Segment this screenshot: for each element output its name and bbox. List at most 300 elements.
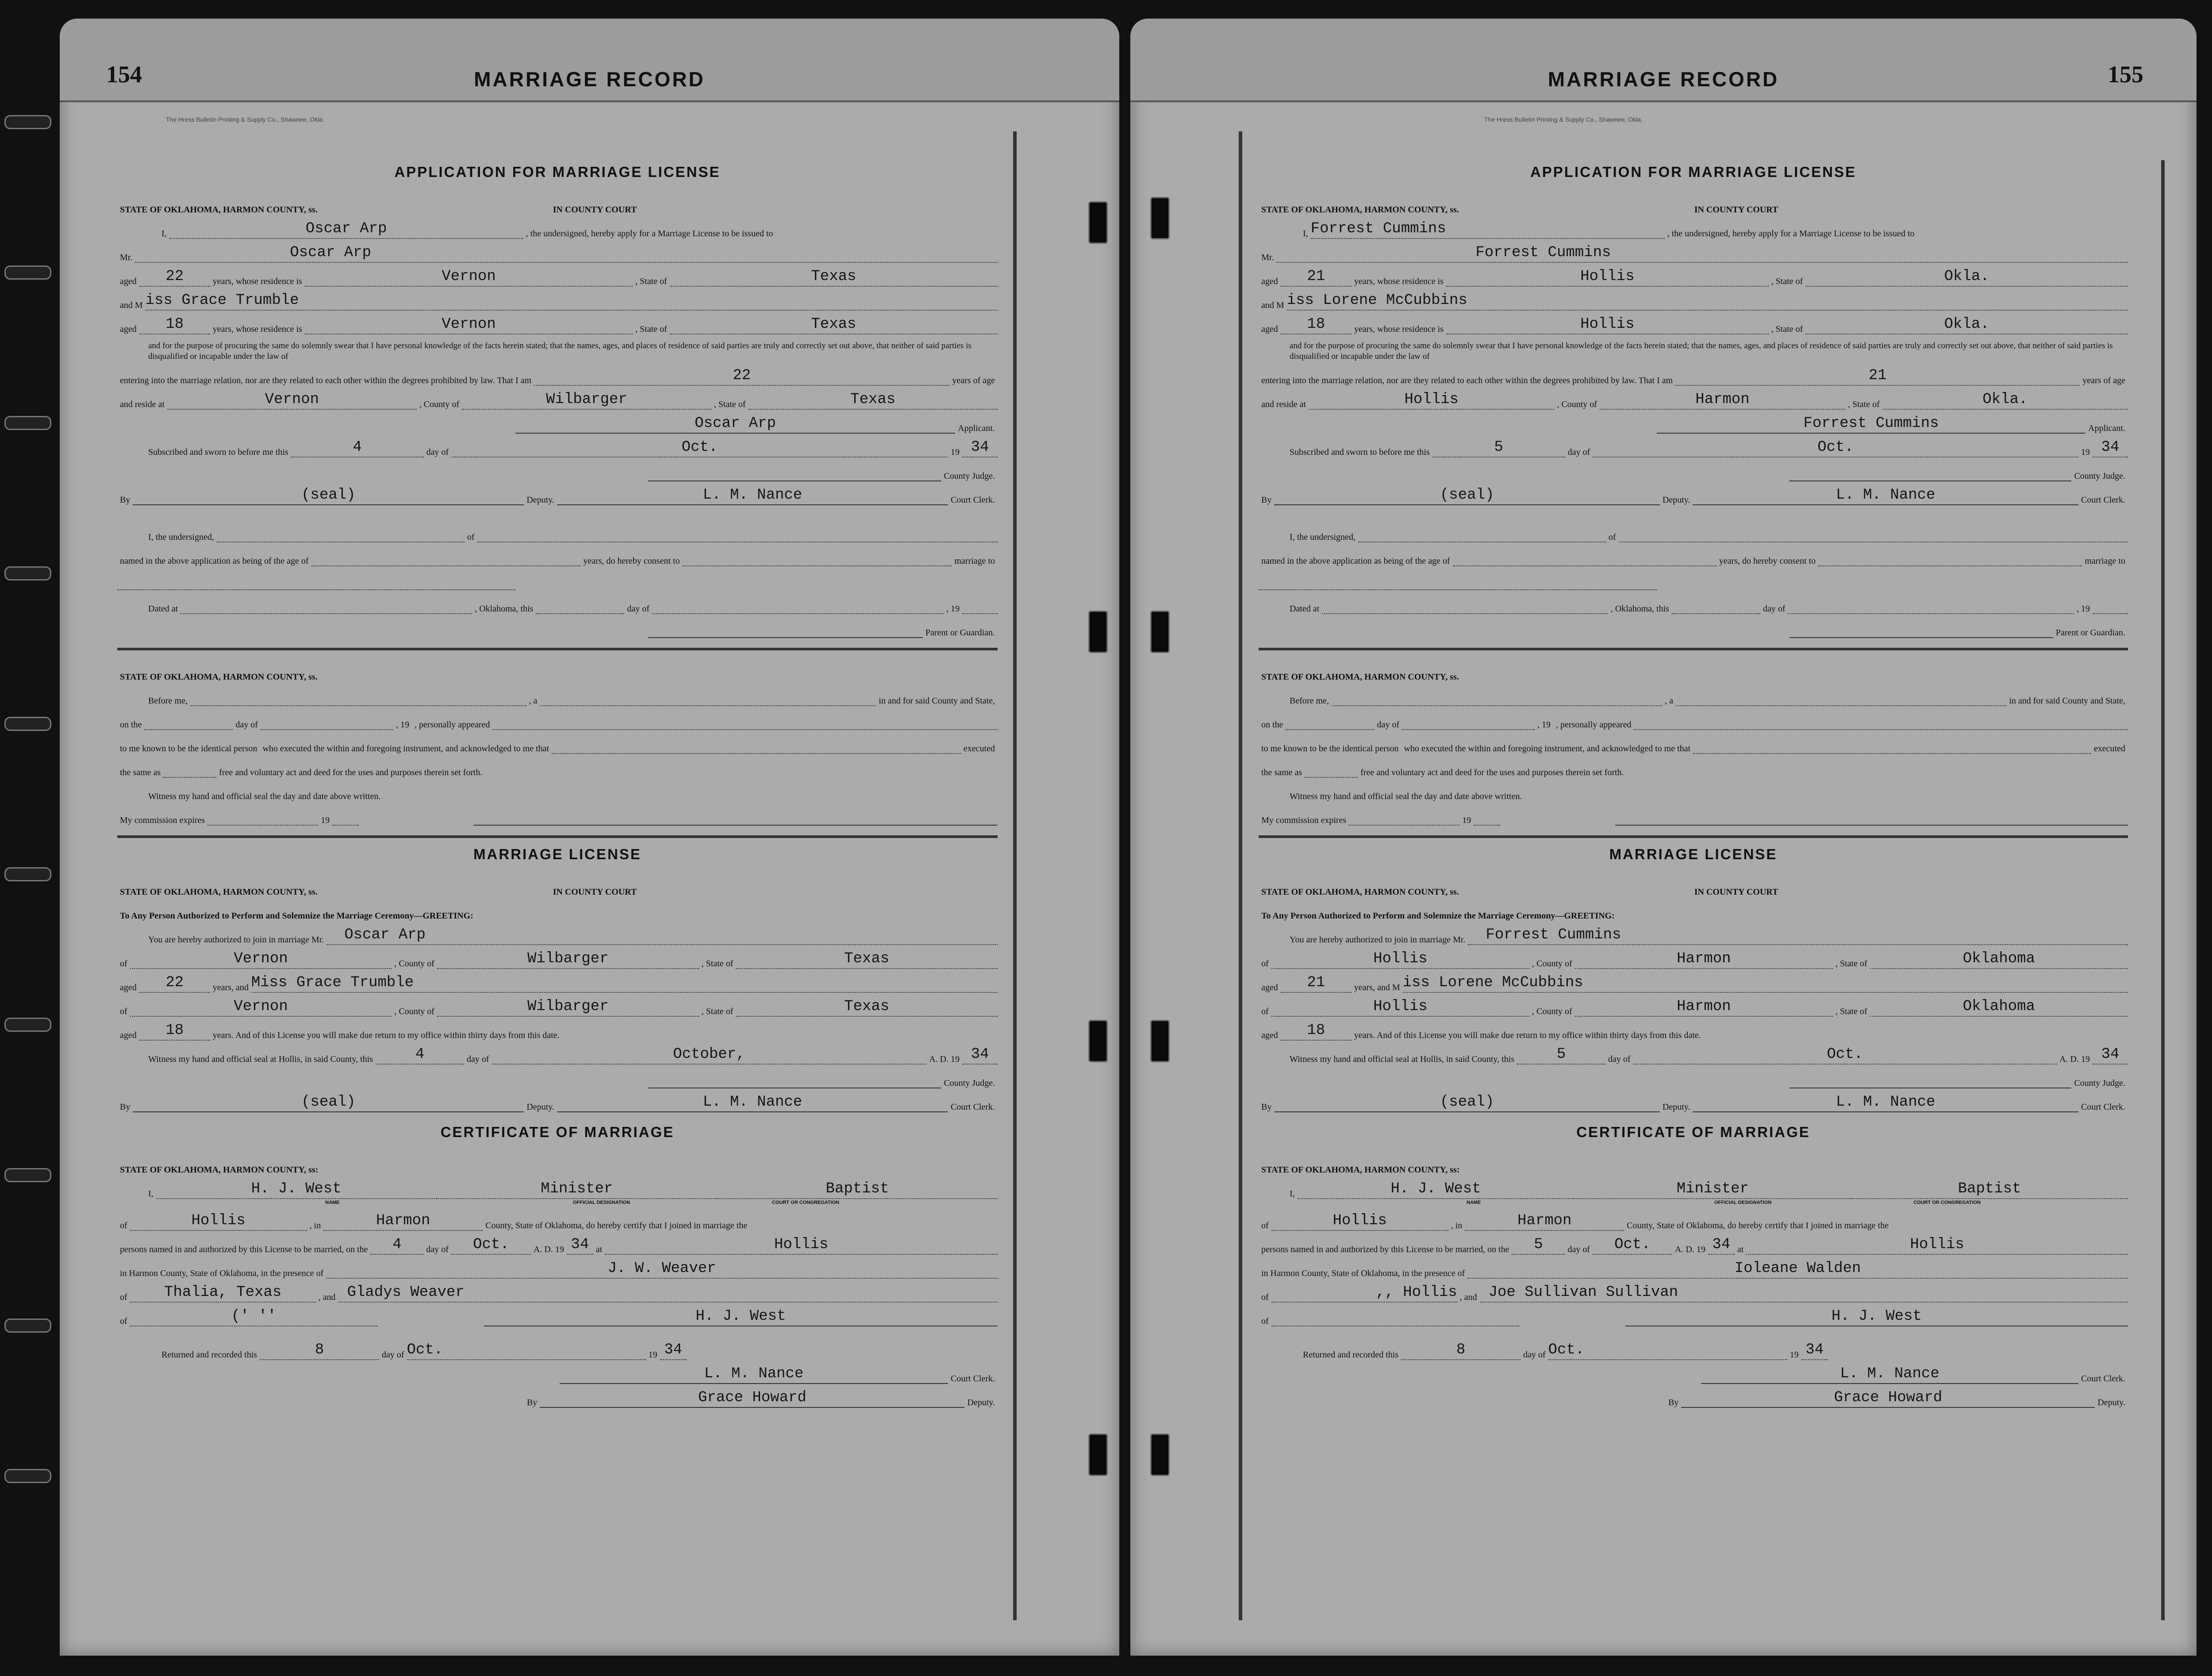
groom-row bbox=[1259, 239, 2128, 263]
license-bride-city-field[interactable] bbox=[1271, 997, 1529, 1017]
groom-state: Texas bbox=[811, 268, 856, 285]
label: years of age bbox=[2082, 376, 2125, 385]
bride-age: 18 bbox=[1307, 316, 1325, 333]
label: By bbox=[1668, 1398, 1679, 1407]
label: of bbox=[120, 1292, 127, 1302]
license-groom-field[interactable] bbox=[326, 926, 998, 945]
consent-name-field[interactable] bbox=[217, 523, 465, 542]
bride-state: Texas bbox=[811, 316, 856, 333]
consent-party-field[interactable] bbox=[1818, 547, 2082, 566]
bride-residence: Vernon bbox=[442, 316, 496, 333]
section-title: MARRIAGE LICENSE bbox=[473, 846, 641, 862]
label: persons named in and authorized by this License to be married, on the bbox=[120, 1245, 368, 1254]
cert-place-field[interactable] bbox=[1746, 1235, 2128, 1255]
oath-paragraph: and for the purpose of procuring the same do solemnly swear that I have personal knowledge of the facts herein stated; that the names, ages, and places of residence of said parties are truly and correctly set out above, that neither of said parties is disqualified or incapable under the law of bbox=[1290, 341, 2113, 361]
left-page-header bbox=[60, 19, 1119, 102]
label: aged bbox=[120, 324, 137, 334]
notary-row-5 bbox=[117, 778, 998, 802]
court-label: IN COUNTY COURT bbox=[1694, 205, 1778, 215]
license-groom-county-field[interactable] bbox=[437, 949, 699, 969]
notary-name-field[interactable] bbox=[190, 687, 526, 706]
witness1-field[interactable] bbox=[1467, 1259, 2128, 1279]
witness1-city-field[interactable] bbox=[1271, 1283, 1457, 1303]
bride-age-field[interactable] bbox=[1281, 315, 1352, 334]
label: marriage to bbox=[954, 556, 995, 566]
label: My commission expires bbox=[120, 815, 205, 825]
applicant-name-field[interactable] bbox=[1311, 219, 1665, 239]
designation-field[interactable] bbox=[1574, 1180, 1851, 1199]
commission-year-field[interactable] bbox=[332, 806, 359, 826]
label: I, the undersigned, bbox=[1290, 532, 1356, 542]
divider bbox=[117, 835, 998, 838]
label: Mr. bbox=[1261, 253, 1274, 262]
license-clerk-field[interactable] bbox=[557, 1093, 948, 1112]
license-age-bride-row bbox=[117, 969, 998, 993]
label: and reside at bbox=[1261, 400, 1306, 409]
notary-ack-field[interactable] bbox=[1693, 734, 2091, 754]
cert-place: Hollis bbox=[774, 1236, 829, 1253]
groom-state-field[interactable] bbox=[670, 267, 998, 287]
recorded-month-field[interactable] bbox=[1548, 1341, 1787, 1360]
license-bride-county-field[interactable] bbox=[1575, 997, 1833, 1017]
license-month: October, bbox=[673, 1046, 745, 1063]
sworn-day-field[interactable] bbox=[1432, 438, 1565, 457]
license-groom-county-field[interactable] bbox=[1575, 949, 1833, 969]
sworn-month-field[interactable] bbox=[451, 438, 948, 457]
license-seal-field[interactable] bbox=[133, 1093, 524, 1112]
dated-row bbox=[117, 590, 998, 614]
label: , a bbox=[1665, 696, 1674, 706]
reside-city-field[interactable] bbox=[1309, 390, 1554, 410]
label: day of bbox=[1567, 1245, 1590, 1254]
bride-name: iss Lorene McCubbins bbox=[1402, 974, 1583, 991]
officiant-signature-field[interactable] bbox=[484, 1307, 998, 1326]
dated-place-field[interactable] bbox=[180, 595, 472, 614]
license-year-field[interactable] bbox=[962, 1045, 998, 1065]
certificate-section bbox=[117, 1124, 998, 1408]
judge-signature-field[interactable] bbox=[648, 462, 941, 481]
groom-age: 22 bbox=[165, 268, 184, 285]
cert-year-field[interactable] bbox=[1708, 1235, 1735, 1255]
license-bride-state-field[interactable] bbox=[1870, 997, 2128, 1017]
license-groom-age-field[interactable] bbox=[139, 973, 210, 993]
dated-month-field[interactable] bbox=[652, 595, 944, 614]
label: County Judge. bbox=[944, 471, 995, 481]
witness2-field[interactable] bbox=[1480, 1283, 2128, 1303]
clerk-field[interactable] bbox=[1693, 486, 2078, 505]
license-bride-age-field[interactable] bbox=[1281, 1021, 1352, 1041]
bride-state-field[interactable] bbox=[1805, 315, 2128, 334]
sworn-year-field[interactable] bbox=[2093, 438, 2128, 457]
consent-row-2 bbox=[1259, 542, 2128, 566]
reside-county-field[interactable] bbox=[1600, 390, 1845, 410]
label: Before me, bbox=[1290, 696, 1329, 706]
caption: OFFICIAL DESIGNATION bbox=[1714, 1200, 1772, 1205]
notary-row-4 bbox=[117, 754, 998, 778]
applicant-name-field[interactable] bbox=[169, 219, 523, 239]
notary-ack-field[interactable] bbox=[552, 734, 961, 754]
notary-signature-field[interactable] bbox=[474, 806, 998, 826]
label: named in the above application as being of the age of bbox=[1261, 556, 1450, 566]
groom-residence: Hollis bbox=[1580, 268, 1635, 285]
license-day-field[interactable] bbox=[1517, 1045, 1605, 1065]
sworn-day-field[interactable] bbox=[291, 438, 424, 457]
groom-name-field[interactable] bbox=[135, 243, 998, 263]
binder-ring bbox=[4, 416, 51, 430]
license-bride-county-field[interactable] bbox=[437, 997, 699, 1017]
label: entering into the marriage relation, nor are they related to each other within the degrees prohibited by law. That I am bbox=[1261, 376, 1673, 385]
license-groom-age-field[interactable] bbox=[1281, 973, 1352, 993]
dated-row bbox=[1259, 590, 2128, 614]
cert-officiant-row bbox=[117, 1175, 998, 1199]
reside-state-field[interactable] bbox=[748, 390, 998, 410]
cert-year-field[interactable] bbox=[567, 1235, 593, 1255]
seal-field[interactable] bbox=[133, 486, 524, 505]
label: Court Clerk. bbox=[2081, 1374, 2125, 1384]
license-deputy-row bbox=[117, 1088, 998, 1112]
license-month-field[interactable] bbox=[492, 1045, 927, 1065]
notary-appeared-field[interactable] bbox=[492, 711, 998, 730]
notary-title-field[interactable] bbox=[540, 687, 876, 706]
cert-city-field[interactable] bbox=[130, 1211, 307, 1231]
dated-year-field[interactable] bbox=[2093, 595, 2128, 614]
label: day of bbox=[426, 447, 449, 457]
license-groom-row bbox=[1259, 921, 2128, 945]
label: 19 bbox=[1790, 1350, 1799, 1360]
label: , the undersigned, hereby apply for a Marriage License to be issued to bbox=[526, 229, 773, 238]
notary-row-4 bbox=[1259, 754, 2128, 778]
label: I, bbox=[148, 1189, 154, 1199]
label: day of bbox=[1377, 720, 1399, 730]
notary-section bbox=[1259, 658, 2128, 826]
applicant-age-field[interactable] bbox=[534, 366, 949, 386]
license-year-field[interactable] bbox=[2093, 1045, 2128, 1065]
section-title: APPLICATION FOR MARRIAGE LICENSE bbox=[394, 164, 721, 180]
dated-place-field[interactable] bbox=[1322, 595, 1608, 614]
congregation-field[interactable] bbox=[717, 1180, 998, 1199]
cert-county-field[interactable] bbox=[323, 1211, 483, 1231]
section-title: CERTIFICATE OF MARRIAGE bbox=[440, 1124, 675, 1140]
label: aged bbox=[120, 983, 137, 992]
consent-of-field[interactable] bbox=[477, 523, 998, 542]
label: and M bbox=[1261, 300, 1284, 310]
bride-name-field[interactable] bbox=[1287, 291, 2128, 311]
cert-city-field[interactable] bbox=[1271, 1211, 1448, 1231]
clerk-field[interactable] bbox=[557, 486, 948, 505]
cert-signature-row bbox=[1259, 1303, 2128, 1326]
groom-state: Oklahoma bbox=[1962, 950, 2035, 967]
dated-year-field[interactable] bbox=[962, 595, 998, 614]
seal-field[interactable] bbox=[1274, 486, 1660, 505]
label: , County of bbox=[1532, 959, 1572, 969]
recorded-clerk-field[interactable] bbox=[1701, 1365, 2078, 1384]
notary-month-field[interactable] bbox=[261, 711, 393, 730]
witness-1: Ioleane Walden bbox=[1734, 1260, 1861, 1277]
applicant-age-field[interactable] bbox=[1675, 366, 2080, 386]
application-section bbox=[1259, 164, 2128, 505]
groom-city: Hollis bbox=[1373, 950, 1428, 967]
witness1-field[interactable] bbox=[326, 1259, 998, 1279]
license-deputy-row bbox=[1259, 1088, 2128, 1112]
label: of bbox=[1261, 1007, 1269, 1016]
recorded-row bbox=[1259, 1336, 2128, 1360]
license-day-field[interactable] bbox=[376, 1045, 464, 1065]
recorded-clerk-field[interactable] bbox=[560, 1365, 948, 1384]
cert-city: Hollis bbox=[1333, 1212, 1387, 1229]
applicant-row bbox=[117, 215, 998, 239]
binding-tab bbox=[1150, 1020, 1170, 1062]
cert-state-row bbox=[117, 1151, 998, 1175]
groom-state-field[interactable] bbox=[1805, 267, 2128, 287]
witness-1-city: ,, Hollis bbox=[1376, 1284, 1457, 1301]
consent-of-field[interactable] bbox=[1619, 523, 2128, 542]
binder-ring bbox=[4, 1018, 51, 1032]
notary-signature-field[interactable] bbox=[1615, 806, 2128, 826]
label: years, whose residence is bbox=[1354, 277, 1444, 286]
officiant-field[interactable] bbox=[1298, 1180, 1575, 1199]
license-clerk-field[interactable] bbox=[1693, 1093, 2078, 1112]
guardian-signature-field[interactable] bbox=[648, 619, 923, 638]
groom-residence-field[interactable] bbox=[1446, 267, 1769, 287]
groom-age-field[interactable] bbox=[1281, 267, 1352, 287]
recorded-deputy-field[interactable] bbox=[540, 1388, 964, 1408]
sworn-year-field[interactable] bbox=[962, 438, 998, 457]
reside-state-field[interactable] bbox=[1882, 390, 2128, 410]
label: Returned and recorded this bbox=[161, 1350, 257, 1360]
license-bride-field[interactable] bbox=[1403, 973, 2128, 993]
cert-month-field[interactable] bbox=[451, 1235, 531, 1255]
commission-year-field[interactable] bbox=[1474, 806, 1500, 826]
state-row bbox=[1259, 191, 2128, 215]
notary-day-field[interactable] bbox=[144, 711, 233, 730]
license-judge-field[interactable] bbox=[1790, 1069, 2071, 1088]
caption: NAME bbox=[325, 1200, 340, 1205]
recorded-year-field[interactable] bbox=[1801, 1341, 1828, 1360]
commission-field[interactable] bbox=[1349, 806, 1459, 826]
notary-row-3 bbox=[1259, 730, 2128, 754]
cert-day-field[interactable] bbox=[1512, 1235, 1565, 1255]
notary-row-1 bbox=[1259, 682, 2128, 706]
bride-age-field[interactable] bbox=[139, 315, 210, 334]
cert-day-field[interactable] bbox=[370, 1235, 423, 1255]
cert-year: 34 bbox=[571, 1236, 589, 1253]
applicant-signature-row bbox=[1259, 410, 2128, 434]
label: day of bbox=[1763, 604, 1786, 614]
commission-field[interactable] bbox=[207, 806, 318, 826]
license-bride-field[interactable] bbox=[251, 973, 998, 993]
officiant-signature: H. J. West bbox=[1831, 1308, 1922, 1325]
notary-name-field[interactable] bbox=[1332, 687, 1662, 706]
label: years, and M bbox=[1354, 983, 1400, 992]
cert-month-field[interactable] bbox=[1593, 1235, 1672, 1255]
officiant-field[interactable] bbox=[156, 1180, 437, 1199]
designation-field[interactable] bbox=[437, 1180, 717, 1199]
recorded-deputy-field[interactable] bbox=[1681, 1388, 2095, 1408]
notary-month-field[interactable] bbox=[1402, 711, 1535, 730]
dated-day-field[interactable] bbox=[1672, 595, 1760, 614]
groom-name-field[interactable] bbox=[1276, 243, 2128, 263]
witness-1-city: Thalia, Texas bbox=[164, 1284, 282, 1301]
reside-county-field[interactable] bbox=[462, 390, 711, 410]
cert-county-field[interactable] bbox=[1465, 1211, 1624, 1231]
consent-section bbox=[117, 519, 998, 638]
license-groom-city-field[interactable] bbox=[130, 949, 392, 969]
consent-party-field[interactable] bbox=[683, 547, 952, 566]
seal-text: (seal) bbox=[1440, 1094, 1494, 1111]
reside-county: Harmon bbox=[1695, 391, 1750, 408]
judge-signature-field[interactable] bbox=[1790, 462, 2071, 481]
license-bride-city-field[interactable] bbox=[130, 997, 392, 1017]
bride-age: 18 bbox=[165, 316, 184, 333]
consent-extra-field[interactable] bbox=[1259, 571, 1657, 590]
label: Court Clerk. bbox=[951, 1102, 995, 1112]
notary-state-row bbox=[1259, 658, 2128, 682]
license-groom-state-field[interactable] bbox=[736, 949, 998, 969]
recorded-year-field[interactable] bbox=[660, 1341, 687, 1360]
license-bride-age-field[interactable] bbox=[139, 1021, 210, 1041]
consent-extra-field[interactable] bbox=[117, 571, 515, 590]
label: of bbox=[1261, 1292, 1269, 1302]
label: to me known to be the identical person bbox=[1261, 744, 1399, 753]
label: of bbox=[120, 1007, 127, 1016]
reside-row bbox=[117, 386, 998, 410]
groom-county: Wilbarger bbox=[527, 950, 609, 967]
license-month-field[interactable] bbox=[1633, 1045, 2057, 1065]
officiant-designation: Minister bbox=[1676, 1180, 1749, 1197]
consent-age-field[interactable] bbox=[1453, 547, 1717, 566]
guardian-row bbox=[117, 614, 998, 638]
label: Deputy. bbox=[526, 495, 554, 505]
label: , County of bbox=[1532, 1007, 1572, 1016]
section-title: MARRIAGE LICENSE bbox=[1609, 846, 1778, 862]
clerk-name: L. M. Nance bbox=[703, 487, 803, 504]
cert-location-row bbox=[117, 1207, 998, 1231]
recorded-month-field[interactable] bbox=[407, 1341, 646, 1360]
cert-place: Hollis bbox=[1910, 1236, 1964, 1253]
label: on the bbox=[120, 720, 142, 730]
label: , Oklahoma, this bbox=[475, 604, 534, 614]
label: Subscribed and sworn to before me this bbox=[1290, 447, 1430, 457]
notary-appeared-field[interactable] bbox=[1634, 711, 2128, 730]
witness1-city-field[interactable] bbox=[130, 1283, 316, 1303]
witness-2: Gladys Weaver bbox=[347, 1284, 465, 1301]
label: Witness my hand and official seal at Hollis, in said County, this bbox=[1290, 1054, 1515, 1064]
caption: OFFICIAL DESIGNATION bbox=[573, 1200, 630, 1205]
deputy-row bbox=[1259, 481, 2128, 505]
license-section bbox=[117, 846, 998, 1112]
label: of bbox=[1608, 532, 1616, 542]
label: Deputy. bbox=[2097, 1398, 2125, 1407]
license-bride-age-row bbox=[1259, 1017, 2128, 1041]
bride-row bbox=[117, 287, 998, 311]
binder-ring bbox=[4, 1168, 51, 1182]
witness2-field[interactable] bbox=[338, 1283, 998, 1303]
bride-state-field[interactable] bbox=[670, 315, 998, 334]
consent-section bbox=[1259, 519, 2128, 638]
binding-tab bbox=[1088, 1020, 1108, 1062]
notary-section bbox=[117, 658, 998, 826]
oath-paragraph: and for the purpose of procuring the same do solemnly swear that I have personal knowledge of the facts herein stated; that the names, ages, and places of residence of said parties are truly and correctly set out above, that neither of said parties is disqualified or incapable under the law of bbox=[148, 341, 972, 361]
sworn-month: Oct. bbox=[681, 439, 718, 456]
label: the same as bbox=[1261, 768, 1302, 777]
label: of bbox=[120, 1316, 127, 1326]
witness2-city-field[interactable] bbox=[130, 1307, 378, 1326]
witness-2: Joe Sullivan Sullivan bbox=[1488, 1284, 1678, 1301]
congregation-field[interactable] bbox=[1851, 1180, 2128, 1199]
right-record bbox=[1259, 159, 2128, 1641]
cert-signature-row bbox=[117, 1303, 998, 1326]
witness2-city-field[interactable] bbox=[1271, 1307, 1519, 1326]
label: free and voluntary act and deed for the uses and purposes therein set forth. bbox=[1360, 768, 1624, 777]
license-groom-field[interactable] bbox=[1468, 926, 2128, 945]
cert-state-row bbox=[1259, 1151, 2128, 1175]
application-section bbox=[117, 164, 998, 505]
label: Applicant. bbox=[958, 423, 995, 433]
dated-month-field[interactable] bbox=[1788, 595, 2074, 614]
consent-row-1 bbox=[1259, 519, 2128, 542]
reside-city-field[interactable] bbox=[167, 390, 417, 410]
sworn-month-field[interactable] bbox=[1593, 438, 2078, 457]
dated-day-field[interactable] bbox=[536, 595, 624, 614]
label: day of bbox=[235, 720, 258, 730]
applicant-age-row bbox=[117, 362, 998, 386]
cert-caption-row bbox=[117, 1199, 998, 1207]
license-judge-row bbox=[117, 1065, 998, 1088]
notary-pronoun-field[interactable] bbox=[163, 758, 216, 778]
bride-row bbox=[1259, 287, 2128, 311]
consent-name-field[interactable] bbox=[1358, 523, 1606, 542]
license-groom-city-field[interactable] bbox=[1271, 949, 1529, 969]
binder-ring bbox=[4, 566, 51, 580]
sworn-day: 4 bbox=[353, 439, 362, 456]
notary-pronoun-field[interactable] bbox=[1305, 758, 1358, 778]
label: Parent or Guardian. bbox=[925, 628, 995, 638]
applicant-signature-field[interactable] bbox=[1657, 414, 2085, 434]
bride-residence-field[interactable] bbox=[1446, 315, 1769, 334]
guardian-signature-field[interactable] bbox=[1790, 619, 2053, 638]
court-label: IN COUNTY COURT bbox=[553, 205, 637, 215]
applicant-signature-field[interactable] bbox=[515, 414, 955, 434]
bride-state: Oklahoma bbox=[1962, 998, 2035, 1015]
officiant-signature-field[interactable] bbox=[1625, 1307, 2128, 1326]
officiant-name: H. J. West bbox=[1390, 1180, 1481, 1197]
consent-age-field[interactable] bbox=[311, 547, 581, 566]
label: By bbox=[120, 495, 131, 505]
license-groom-row bbox=[117, 921, 998, 945]
notary-title-field[interactable] bbox=[1676, 687, 2006, 706]
license-groom-state-field[interactable] bbox=[1870, 949, 2128, 969]
license-bride-state-field[interactable] bbox=[736, 997, 998, 1017]
label: , 19 bbox=[2077, 604, 2090, 614]
cert-place-field[interactable] bbox=[605, 1235, 998, 1255]
bride-residence-field[interactable] bbox=[305, 315, 633, 334]
notary-day-field[interactable] bbox=[1286, 711, 1374, 730]
groom-age-field[interactable] bbox=[139, 267, 210, 287]
cert-presence-row bbox=[117, 1255, 998, 1279]
clerk-name: L. M. Nance bbox=[1840, 1365, 1939, 1382]
reside-county: Wilbarger bbox=[546, 391, 627, 408]
label: entering into the marriage relation, nor are they related to each other within the degrees prohibited by law. That I am bbox=[120, 376, 532, 385]
license-judge-field[interactable] bbox=[648, 1069, 941, 1088]
license-seal-field[interactable] bbox=[1274, 1093, 1660, 1112]
bride-name-field[interactable] bbox=[146, 291, 998, 311]
groom-residence-field[interactable] bbox=[305, 267, 633, 287]
groom-row bbox=[117, 239, 998, 263]
recorded-day-field[interactable] bbox=[1401, 1341, 1521, 1360]
label: My commission expires bbox=[1261, 815, 1347, 825]
recorded-day-field[interactable] bbox=[260, 1341, 379, 1360]
groom-state: Texas bbox=[844, 950, 890, 967]
